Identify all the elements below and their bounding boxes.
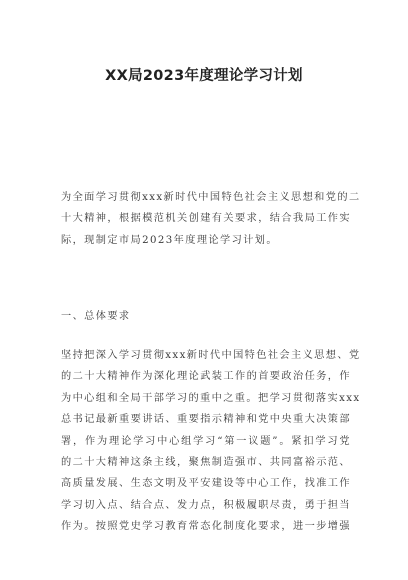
body-line: 坚持把深入学习贯彻xxx新时代中国特色社会主义思想、党 [61, 350, 361, 361]
body-line: 为中心组和全局干部学习的重中之重。把学习贯彻落实xxx [61, 392, 361, 404]
body-line: 作为。按照党史学习教育常态化制度化要求，进一步增强 [61, 521, 351, 533]
document-title: XX局2023年度理论学习计划 [105, 68, 303, 84]
section-heading-text: 一、总体要求 [61, 311, 131, 322]
intro-line: 十大精神，根据模范机关创建有关要求，结合我局工作实 [61, 213, 351, 225]
body-line: 的二十大精神这条主线，聚焦制造强市、共同富裕示范、 [61, 457, 351, 469]
body-line: 总书记最新重要讲话、重要指示精神和党中央重大决策部 [61, 414, 351, 426]
intro-paragraph [61, 187, 361, 251]
body-line: 高质量发展、生态文明及平安建设等中心工作，找准工作 [61, 478, 351, 490]
body-paragraph [61, 345, 361, 538]
intro-line: 际，现制定市局2023年度理论学习计划。 [61, 234, 278, 246]
body-line: 学习切入点、结合点、发力点，积极履职尽责，勇于担当 [61, 499, 351, 511]
section-heading [61, 306, 351, 327]
body-line: 的二十大精神作为深化理论武装工作的首要政治任务，作 [61, 371, 351, 383]
body-line: 署，作为理论学习中心组学习“第一议题”。紧扣学习党 [61, 435, 351, 447]
intro-line: 为全面学习贯彻xxx新时代中国特色社会主义思想和党的二 [61, 192, 361, 203]
